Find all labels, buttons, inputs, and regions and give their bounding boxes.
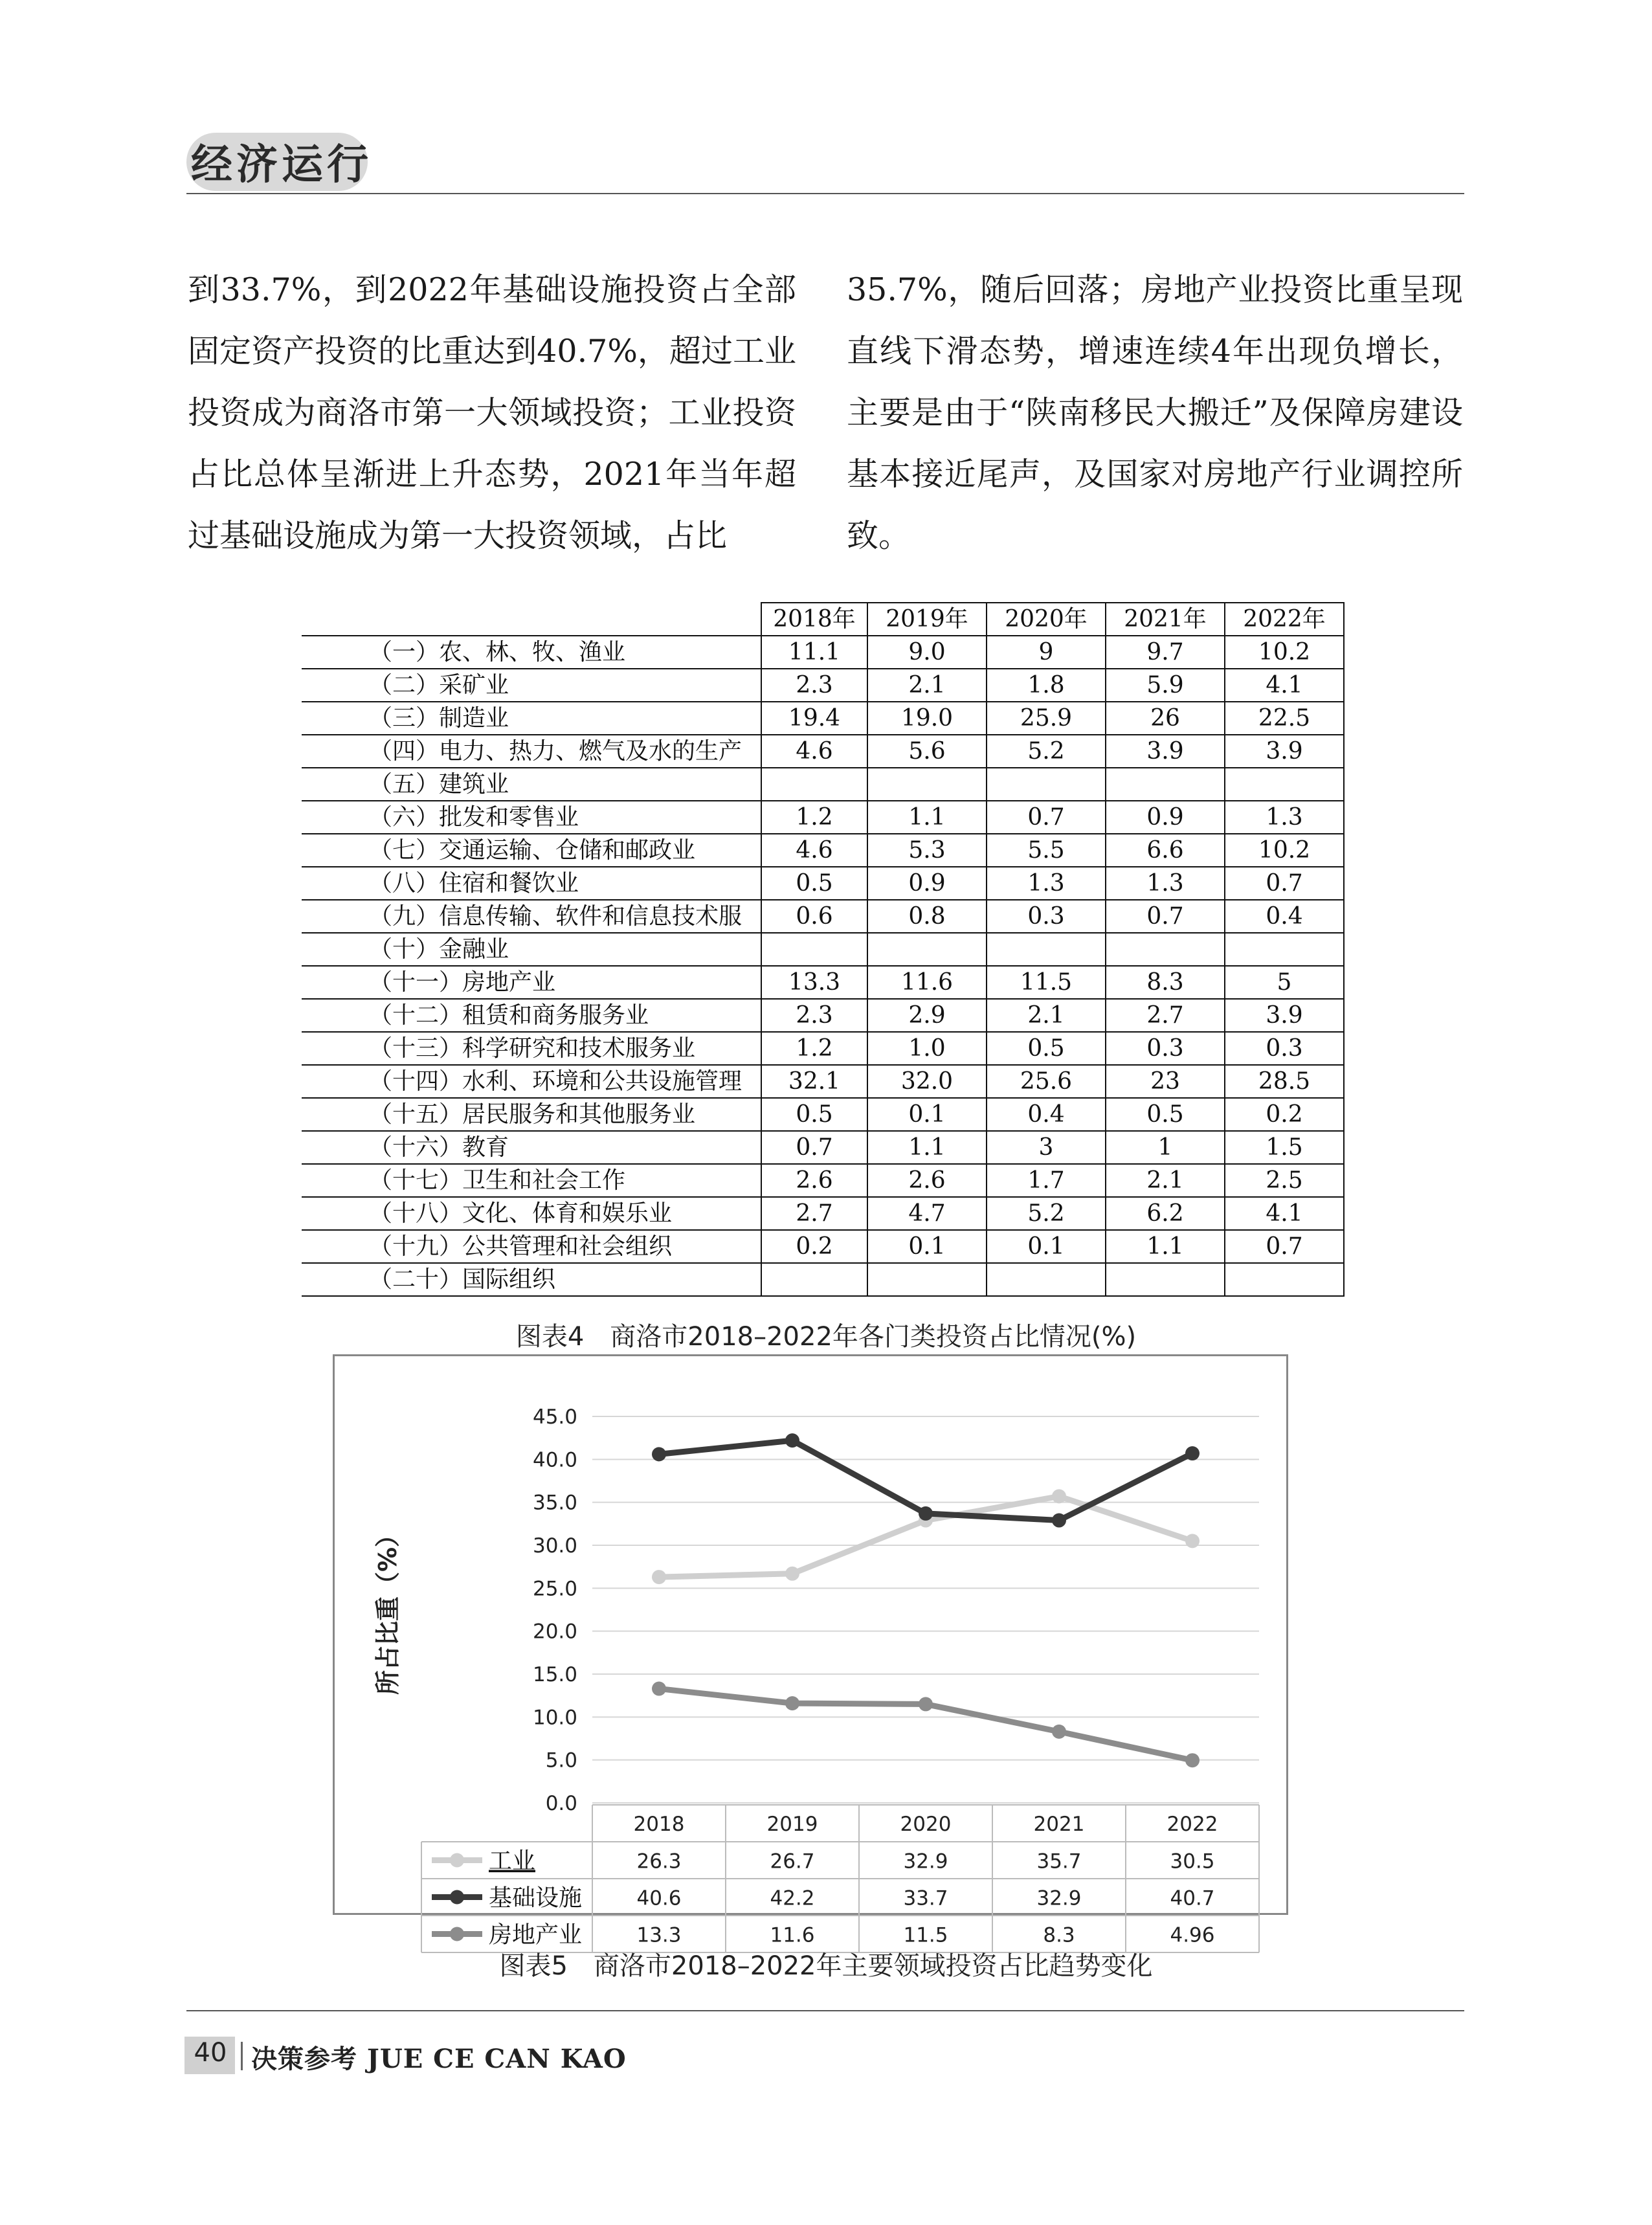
row-value: [761, 768, 867, 801]
row-label: （十八）文化、体育和娱乐业: [302, 1197, 761, 1230]
row-value: [1106, 1263, 1225, 1296]
data-value-label: 8.3: [1043, 1923, 1075, 1947]
row-value: 0.5: [761, 1098, 867, 1131]
table-header-year: 2018年: [761, 603, 867, 636]
data-point: [1185, 1446, 1200, 1460]
table-row: [302, 867, 1344, 900]
data-value-label: 11.5: [903, 1923, 948, 1947]
row-label: （八）住宿和餐饮业: [302, 867, 761, 900]
data-point: [1185, 1753, 1200, 1767]
row-value: 4.7: [867, 1197, 987, 1230]
y-tick-label: 0.0: [545, 1792, 577, 1815]
row-value: [867, 768, 987, 801]
data-point: [919, 1506, 933, 1521]
row-value: 2.9: [867, 999, 987, 1032]
table-row: [302, 702, 1344, 735]
row-value: 1.1: [867, 1131, 987, 1164]
data-value-label: 32.9: [903, 1850, 948, 1873]
x-tick-label: 2018: [633, 1813, 685, 1836]
row-value: 5.9: [1106, 669, 1225, 702]
y-axis-label: 所占比重（%）: [374, 1522, 402, 1695]
table-row: [302, 1230, 1344, 1263]
row-label: （九）信息传输、软件和信息技术服: [302, 900, 761, 933]
row-label: （四）电力、热力、燃气及水的生产: [302, 735, 761, 768]
y-tick-label: 5.0: [545, 1749, 577, 1772]
row-value: 0.4: [1225, 900, 1344, 933]
table-header-year: 2021年: [1106, 603, 1225, 636]
row-label: （十六）教育: [302, 1131, 761, 1164]
row-value: 0.8: [867, 900, 987, 933]
row-label: （十五）居民服务和其他服务业: [302, 1098, 761, 1131]
row-label: （十一）房地产业: [302, 966, 761, 999]
table-row: [302, 669, 1344, 702]
chart-caption: 图表5 商洛市2018–2022年主要领域投资占比趋势变化: [499, 1951, 1153, 1981]
row-value: 4.1: [1225, 1197, 1344, 1230]
row-value: 1.0: [867, 1032, 987, 1065]
row-value: 4.6: [761, 735, 867, 768]
row-value: [1225, 768, 1344, 801]
legend-label: 基础设施: [489, 1884, 583, 1912]
table-row: [302, 1098, 1344, 1131]
table-header-year: 2022年: [1225, 603, 1344, 636]
row-value: 9: [987, 636, 1106, 669]
table-header-row: [302, 603, 1344, 636]
row-value: [1225, 1263, 1344, 1296]
row-label: （二十）国际组织: [302, 1263, 761, 1296]
data-point: [1052, 1489, 1066, 1503]
row-value: 0.2: [1225, 1098, 1344, 1131]
row-value: 2.1: [867, 669, 987, 702]
row-value: 9.7: [1106, 636, 1225, 669]
data-point: [652, 1570, 666, 1584]
table-row: [302, 1263, 1344, 1296]
row-value: 0.7: [987, 801, 1106, 834]
table-row: [302, 801, 1344, 834]
row-value: 2.3: [761, 669, 867, 702]
row-value: 1.2: [761, 1032, 867, 1065]
row-value: 5.5: [987, 834, 1106, 867]
y-tick-label: 15.0: [532, 1663, 577, 1686]
row-label: （十三）科学研究和技术服务业: [302, 1032, 761, 1065]
row-value: 5.2: [987, 1197, 1106, 1230]
row-value: 32.1: [761, 1065, 867, 1098]
row-value: 1.2: [761, 801, 867, 834]
row-value: 3.9: [1225, 999, 1344, 1032]
row-value: [987, 1263, 1106, 1296]
data-value-label: 26.7: [770, 1850, 815, 1873]
legend-swatch-marker: [450, 1927, 464, 1941]
row-value: 11.6: [867, 966, 987, 999]
investment-share-table: [302, 602, 1344, 1297]
row-value: 0.3: [1225, 1032, 1344, 1065]
row-value: [761, 933, 867, 966]
row-value: 32.0: [867, 1065, 987, 1098]
row-value: 0.1: [987, 1230, 1106, 1263]
row-value: [867, 1263, 987, 1296]
y-tick-label: 45.0: [532, 1405, 577, 1429]
row-value: 0.9: [867, 867, 987, 900]
data-point: [785, 1433, 799, 1448]
row-value: 1.8: [987, 669, 1106, 702]
data-point: [785, 1696, 799, 1710]
row-value: 13.3: [761, 966, 867, 999]
data-point: [652, 1682, 666, 1696]
body-paragraph-right: 35.7%，随后回落；房地产业投资比重呈现直线下滑态势，增速连续4年出现负增长，主要是由于“陕南移民大搬迁”及保障房建设基本接近尾声，及国家对房地产行业调控所致。: [847, 271, 1463, 554]
row-value: 0.6: [761, 900, 867, 933]
row-value: 0.5: [761, 867, 867, 900]
row-value: 2.7: [1106, 999, 1225, 1032]
row-label: （三）制造业: [302, 702, 761, 735]
row-value: 0.3: [987, 900, 1106, 933]
row-value: 3.9: [1225, 735, 1344, 768]
row-value: 0.7: [1225, 1230, 1344, 1263]
data-point: [652, 1447, 666, 1461]
data-value-label: 11.6: [770, 1923, 815, 1947]
row-value: [1225, 933, 1344, 966]
row-value: 0.4: [987, 1098, 1106, 1131]
row-value: [987, 933, 1106, 966]
table-row: [302, 834, 1344, 867]
row-value: 0.5: [987, 1032, 1106, 1065]
row-value: 8.3: [1106, 966, 1225, 999]
row-label: （一）农、林、牧、渔业: [302, 636, 761, 669]
row-value: 0.7: [761, 1131, 867, 1164]
x-tick-label: 2021: [1033, 1813, 1085, 1836]
data-value-label: 40.7: [1170, 1886, 1215, 1910]
row-value: 25.9: [987, 702, 1106, 735]
row-value: 2.6: [867, 1164, 987, 1197]
legend-swatch-marker: [450, 1853, 464, 1868]
row-value: 5.2: [987, 735, 1106, 768]
row-value: 23: [1106, 1065, 1225, 1098]
row-label: （十九）公共管理和社会组织: [302, 1230, 761, 1263]
body-paragraph-left: 到33.7%，到2022年基础设施投资占全部固定资产投资的比重达到40.7%，超过工业投资成为商洛市第一大领域投资；工业投资占比总体呈渐进上升态势，2021年当年超过基础设施成为第一大投资领域，占比: [188, 271, 796, 554]
journal-name: 决策参考 JUE CE CAN KAO: [251, 2044, 627, 2074]
row-value: 19.4: [761, 702, 867, 735]
y-tick-label: 20.0: [532, 1620, 577, 1644]
table-row: [302, 1164, 1344, 1197]
data-point: [785, 1567, 799, 1581]
header-rule: [186, 193, 1464, 194]
row-value: 28.5: [1225, 1065, 1344, 1098]
table-row: [302, 1032, 1344, 1065]
table-row: [302, 966, 1344, 999]
legend-swatch-marker: [450, 1890, 464, 1905]
data-value-label: 40.6: [636, 1886, 682, 1910]
y-tick-label: 40.0: [532, 1448, 577, 1472]
row-value: 0.3: [1106, 1032, 1225, 1065]
row-value: 4.1: [1225, 669, 1344, 702]
data-point: [919, 1697, 933, 1711]
row-value: 25.6: [987, 1065, 1106, 1098]
legend-label: 房地产业: [489, 1921, 583, 1949]
row-value: 0.1: [867, 1230, 987, 1263]
row-value: 2.5: [1225, 1164, 1344, 1197]
x-tick-label: 2019: [766, 1813, 818, 1836]
table: [302, 602, 1345, 1297]
table-row: [302, 1065, 1344, 1098]
x-tick-label: 2020: [900, 1813, 952, 1836]
row-value: 26: [1106, 702, 1225, 735]
section-title: 经济运行: [191, 141, 372, 189]
row-value: 0.2: [761, 1230, 867, 1263]
row-value: 6.2: [1106, 1197, 1225, 1230]
row-label: （五）建筑业: [302, 768, 761, 801]
y-tick-label: 35.0: [532, 1491, 577, 1515]
row-value: 2.1: [987, 999, 1106, 1032]
legend-label: 工业: [489, 1848, 536, 1875]
row-label: （七）交通运输、仓储和邮政业: [302, 834, 761, 867]
row-value: 11.1: [761, 636, 867, 669]
row-value: 4.6: [761, 834, 867, 867]
data-value-label: 4.96: [1170, 1923, 1215, 1947]
row-value: 10.2: [1225, 834, 1344, 867]
row-value: 1.3: [1106, 867, 1225, 900]
row-value: 5.6: [867, 735, 987, 768]
data-value-label: 35.7: [1036, 1850, 1082, 1873]
data-point: [1052, 1514, 1066, 1528]
row-value: 5.3: [867, 834, 987, 867]
row-value: 1.1: [1106, 1230, 1225, 1263]
row-value: 1.7: [987, 1164, 1106, 1197]
row-value: 1.1: [867, 801, 987, 834]
row-value: 10.2: [1225, 636, 1344, 669]
row-value: 5: [1225, 966, 1344, 999]
row-value: 19.0: [867, 702, 987, 735]
y-tick-label: 30.0: [532, 1534, 577, 1558]
row-value: [761, 1263, 867, 1296]
row-label: （十七）卫生和社会工作: [302, 1164, 761, 1197]
chart-frame: [333, 1354, 1288, 1949]
footer-rule: [186, 2010, 1464, 2011]
row-value: 9.0: [867, 636, 987, 669]
table-row: [302, 636, 1344, 669]
row-value: [1106, 768, 1225, 801]
row-value: 0.7: [1225, 867, 1344, 900]
row-value: [1106, 933, 1225, 966]
x-tick-label: 2022: [1166, 1813, 1218, 1836]
row-value: 11.5: [987, 966, 1106, 999]
y-tick-label: 25.0: [532, 1577, 577, 1601]
y-tick-label: 10.0: [532, 1706, 577, 1730]
page-number: 40: [194, 2038, 227, 2068]
data-value-label: 33.7: [903, 1886, 948, 1910]
row-value: 0.5: [1106, 1098, 1225, 1131]
table-row: [302, 735, 1344, 768]
row-label: （二）采矿业: [302, 669, 761, 702]
data-point: [1185, 1534, 1200, 1548]
row-value: [867, 933, 987, 966]
row-value: 3.9: [1106, 735, 1225, 768]
row-value: 0.9: [1106, 801, 1225, 834]
data-value-label: 42.2: [770, 1886, 815, 1910]
data-value-label: 13.3: [636, 1923, 682, 1947]
data-value-label: 32.9: [1036, 1886, 1082, 1910]
table-row: [302, 768, 1344, 801]
row-value: [987, 768, 1106, 801]
data-point: [1052, 1725, 1066, 1739]
row-value: 1.5: [1225, 1131, 1344, 1164]
row-value: 0.1: [867, 1098, 987, 1131]
data-value-label: 26.3: [636, 1850, 682, 1873]
table-header-year: 2019年: [867, 603, 987, 636]
table-row: [302, 1131, 1344, 1164]
table-row: [302, 933, 1344, 966]
row-label: （六）批发和零售业: [302, 801, 761, 834]
row-label: （十）金融业: [302, 933, 761, 966]
row-value: 2.7: [761, 1197, 867, 1230]
data-value-label: 30.5: [1170, 1850, 1215, 1873]
row-value: 2.3: [761, 999, 867, 1032]
row-value: 22.5: [1225, 702, 1344, 735]
row-label: （十二）租赁和商务服务业: [302, 999, 761, 1032]
table-row: [302, 999, 1344, 1032]
row-value: 6.6: [1106, 834, 1225, 867]
table-header-corner: [302, 603, 761, 636]
row-value: 2.6: [761, 1164, 867, 1197]
table-caption: 图表4 商洛市2018–2022年各门类投资占比情况(%): [515, 1322, 1137, 1352]
footer-separator: [241, 2042, 243, 2070]
row-label: （十四）水利、环境和公共设施管理: [302, 1065, 761, 1098]
row-value: 1.3: [987, 867, 1106, 900]
row-value: 0.7: [1106, 900, 1225, 933]
row-value: 1.3: [1225, 801, 1344, 834]
line-chart: [335, 1356, 1286, 1949]
table-row: [302, 900, 1344, 933]
row-value: 2.1: [1106, 1164, 1225, 1197]
table-row: [302, 1197, 1344, 1230]
row-value: 3: [987, 1131, 1106, 1164]
row-value: 1: [1106, 1131, 1225, 1164]
table-header-year: 2020年: [987, 603, 1106, 636]
